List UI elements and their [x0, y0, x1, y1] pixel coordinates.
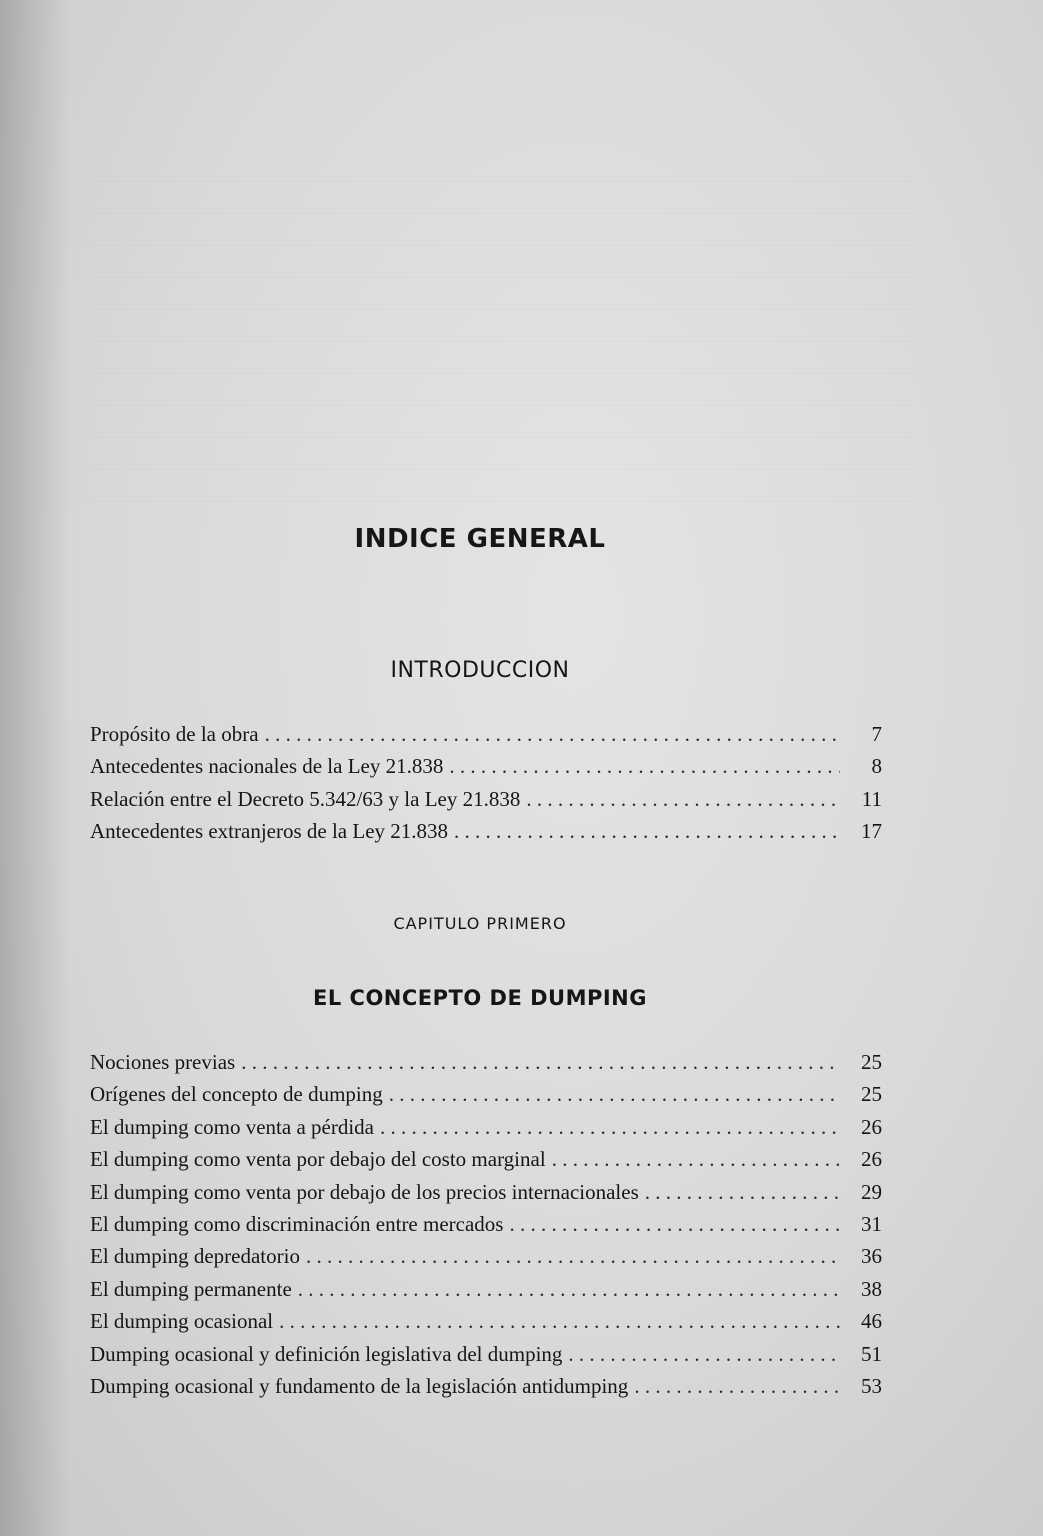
- chapter-title: EL CONCEPTO DE DUMPING: [313, 986, 647, 1010]
- toc-entry-title: Antecedentes extranjeros de la Ley 21.838: [90, 819, 449, 844]
- dot-leader: [380, 1115, 840, 1140]
- dot-leader: [634, 1374, 840, 1399]
- toc-entry-title: Antecedentes nacionales de la Ley 21.838: [90, 754, 444, 779]
- toc-entry-page: 31: [861, 1211, 882, 1236]
- dot-leader: [306, 1244, 840, 1269]
- toc-entry-page: 25: [861, 1050, 882, 1074]
- toc-entry-title: El dumping como venta a pérdida: [90, 1114, 375, 1139]
- toc-entry-page: 53: [861, 1373, 882, 1398]
- dot-leader: [568, 1342, 840, 1367]
- toc-entry[interactable]: [90, 722, 882, 754]
- toc-entry[interactable]: [90, 1244, 882, 1276]
- toc-entry-page: 25: [861, 1082, 882, 1107]
- toc-entry-page: 36: [861, 1244, 882, 1269]
- toc-entry-page: 8: [871, 754, 882, 779]
- toc-entry[interactable]: [90, 1115, 882, 1147]
- toc-entry-title: El dumping ocasional: [90, 1309, 274, 1334]
- toc-entry[interactable]: [90, 787, 882, 819]
- toc-entry-title: El dumping depredatorio: [90, 1244, 300, 1269]
- chapter-toc-list: [90, 1050, 882, 1406]
- dot-leader: [454, 819, 840, 844]
- toc-entry-page: 7: [871, 722, 882, 746]
- dot-leader: [526, 787, 840, 812]
- dot-leader: [298, 1277, 840, 1302]
- toc-entry[interactable]: [90, 1309, 882, 1341]
- dot-leader: [265, 722, 840, 747]
- toc-entry-title: Relación entre el Decreto 5.342/63 y la Ley 21.838: [90, 786, 521, 811]
- introduction-toc-list: [90, 722, 882, 852]
- toc-entry-title: Orígenes del concepto de dumping: [90, 1082, 383, 1107]
- dot-leader: [645, 1180, 840, 1205]
- dot-leader: [241, 1050, 840, 1075]
- dot-leader: [552, 1147, 840, 1172]
- page-title: INDICE GENERAL: [354, 524, 606, 554]
- toc-entry-title: El dumping como discriminación entre mercados: [90, 1211, 504, 1236]
- toc-entry[interactable]: [90, 754, 882, 786]
- toc-entry[interactable]: [90, 1374, 882, 1406]
- toc-entry[interactable]: [90, 1082, 882, 1114]
- toc-entry-page: 46: [861, 1309, 882, 1334]
- toc-entry[interactable]: [90, 819, 882, 851]
- toc-entry-title: El dumping permanente: [90, 1276, 292, 1301]
- toc-entry-page: 29: [861, 1179, 882, 1204]
- page-gutter-shadow: [0, 0, 70, 1536]
- toc-entry-title: El dumping como venta por debajo del costo marginal: [90, 1147, 546, 1172]
- toc-entry-title: Nociones previas: [90, 1050, 236, 1074]
- dot-leader: [509, 1212, 840, 1237]
- section-heading-introduction: INTRODUCCION: [390, 658, 570, 683]
- toc-entry[interactable]: [90, 1342, 882, 1374]
- toc-entry[interactable]: [90, 1147, 882, 1179]
- toc-entry[interactable]: [90, 1212, 882, 1244]
- chapter-label: CAPITULO PRIMERO: [393, 914, 567, 933]
- toc-entry-page: 17: [861, 819, 882, 844]
- toc-entry-title: Propósito de la obra: [90, 722, 259, 746]
- dot-leader: [279, 1309, 840, 1334]
- dot-leader: [389, 1082, 840, 1107]
- toc-entry-page: 11: [861, 786, 882, 811]
- toc-entry[interactable]: [90, 1050, 882, 1082]
- toc-entry-page: 51: [861, 1341, 882, 1366]
- toc-entry-title: Dumping ocasional y fundamento de la legislación antidumping: [90, 1373, 629, 1398]
- toc-entry-page: 38: [861, 1276, 882, 1301]
- toc-entry-title: Dumping ocasional y definición legislativa del dumping: [90, 1341, 563, 1366]
- toc-entry[interactable]: [90, 1180, 882, 1212]
- toc-entry-page: 26: [861, 1147, 882, 1172]
- bleed-through-text: [92, 150, 912, 502]
- toc-entry-page: 26: [861, 1114, 882, 1139]
- dot-leader: [449, 754, 840, 779]
- toc-entry[interactable]: [90, 1277, 882, 1309]
- toc-entry-title: El dumping como venta por debajo de los precios internacionales: [90, 1179, 639, 1204]
